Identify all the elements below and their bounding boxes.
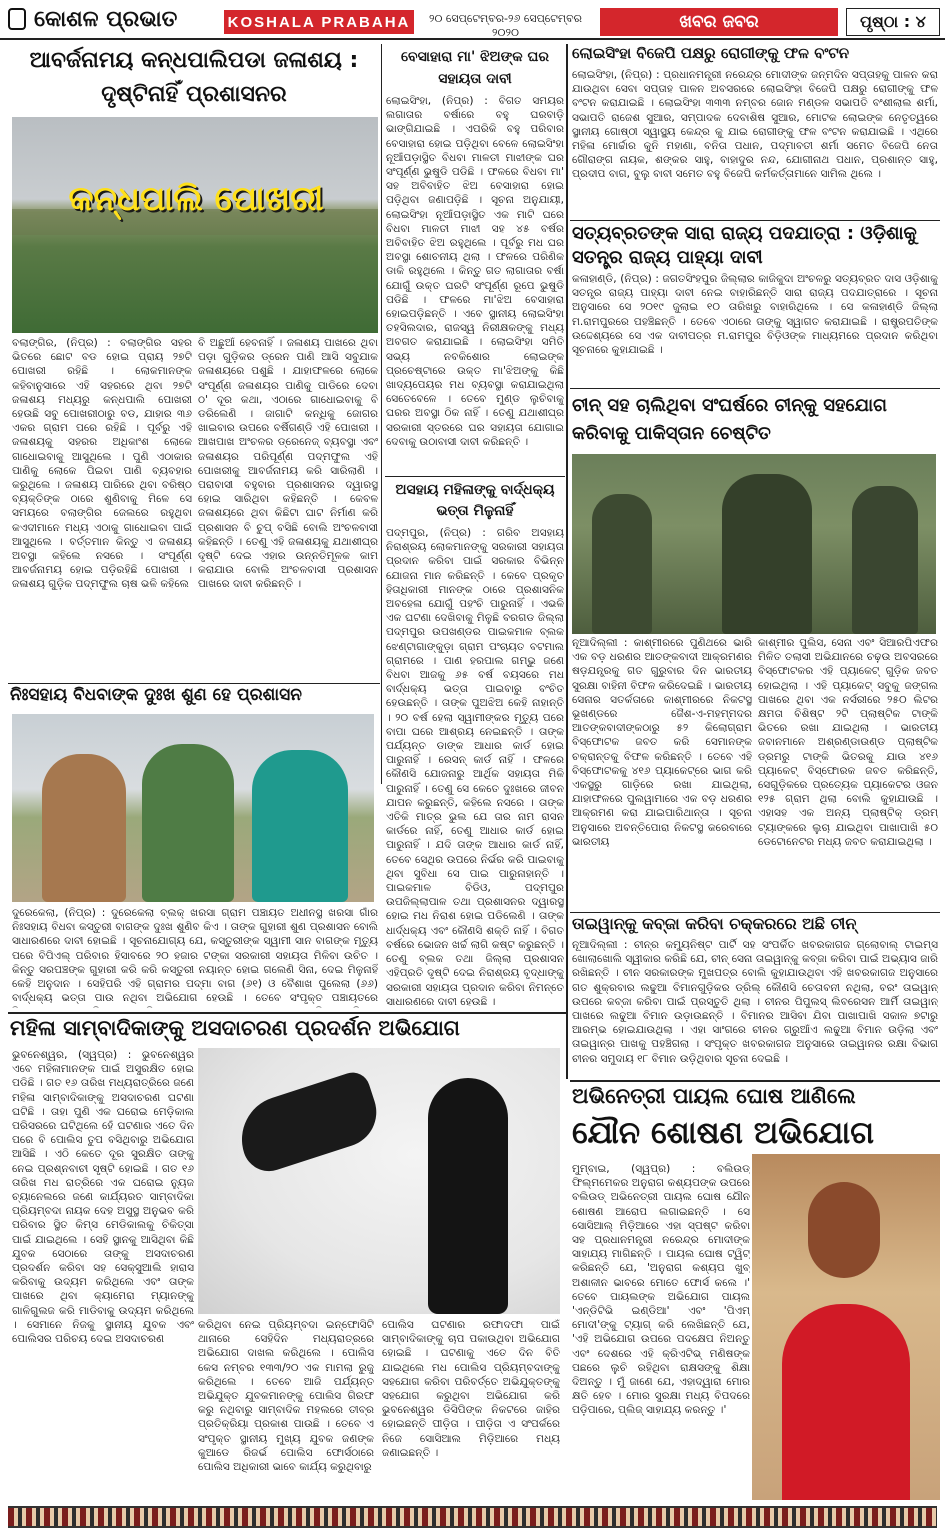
decorative-border xyxy=(8,1506,937,1528)
actress-hair xyxy=(808,1182,880,1278)
soldier-figure xyxy=(592,494,652,634)
woman-silhouette xyxy=(428,1078,508,1314)
section-tagline: ଖବର ଜବର xyxy=(600,8,838,36)
brand-name: KOSHALA PRABAHA xyxy=(224,10,414,34)
journalist-body-col3: ପୋଲିସ ଘଟଣାର ରଫାଦଫା ପାଇଁ ସାମ୍ବାଦିକାଙ୍କୁ ଚାପ ପକାଉଥିବା ଅଭିଯୋଗ ହୋଇଛି । ଘଟଣାକୁ ଏତେ ଦିନ ବିତି ଯାଇଥିଲେ ମଧ ପୋଲିସ ପ୍ରିୟମ୍ବଦାଙ୍କୁ ସହଯୋଗ କରିବା ପରିବର୍ତ୍ତେ ଅଭିଯୁକ୍ତଙ୍କୁ ସହଯୋଗ କରୁଥିବା ଅଭିଯୋଗ କରି ଭୁବନେଶ୍ୱର ଡିସିପିଙ୍କ ନିକଟରେ ଜାହିର ହୋଇଛନ୍ତି ପୀଡ଼ିତା । ପୀଡ଼ିତା ଏ ସଂପର୍କରେ ନିଜେ ସୋସିଆଲ ମିଡ଼ିଆରେ ମଧ୍ୟ ଜଣାଇଛନ୍ତି । xyxy=(382,1319,560,1459)
fruit-headline: ଲୋଇସିଂହା ବିଜେପି ପକ୍ଷରୁ ରୋଗୀଙ୍କୁ ଫଳ ବଂଟନ xyxy=(572,45,850,62)
logo-emblem-icon xyxy=(8,8,26,30)
china-pak-headline: ଚୀନ୍ ସହ ଚାଲିଥିବା ସଂଘର୍ଷରେ ଚୀନ୍‌କୁ ସହଯୋଗ କରିବାକୁ ପାକିସ୍ତାନ ଚେଷ୍ଟିତ xyxy=(572,395,887,444)
fruit-body: ଲୋଇସିଂହା, (ନିପ୍ର) : ପ୍ରଧାନମନ୍ତ୍ରୀ ନରେନ୍ଦ୍ର ମୋଦୀଙ୍କ ଜନ୍ମଦିନ ସପ୍ତାହକୁ ପାଳନ କରା ଯାଉଥିବା ସେବା ସପ୍ତାହ ପାଳନ ଅବସରରେ ଲୋଇସିଂହା ବିଜେପି ପକ୍ଷରୁ ରୋଗୀଙ୍କୁ ଫଳ ବଂଟନ କରାଯାଇଛି । ଲୋଇସିଂହା ୩୩୩ ନମ୍ବର ଜୋନ ମଣ୍ଡଳ ସଭାପତି ବଂଶୀଲାଲ ଶର୍ମା, ସଭାପତି ରାଜେଶ ସୁଆର, ସମ୍ପାଦକ ଦେବାଶିଷ ସୁଆର, ମୋଟକ ଲୋଇଙ୍କ ନେତୃତ୍ୱରେ ସ୍ଥାନୀୟ ଗୋଷ୍ଠୀ ସ୍ୱାସ୍ଥ୍ୟ କେନ୍ଦ୍ର କୁ ଯାଇ ରୋଗୀଙ୍କୁ ଫଳ ବଂଟନ କରାଯାଇଛି । ଏଥିରେ ମହିଳା ମୋର୍ଚ୍ଚାର କୁନି ମହାଣା, ବନିତା ପଧାନ, ପଦ୍ମାବତୀ ଶର୍ମା ସମେତ ବିଜେପି ନେତା ଗୌରାଙ୍ଗ ନାୟକ, ଶଙ୍କର ସାହୁ, ବାହାଦୁର ନନ୍ଦ, ଯୋଗୀନାଥ ପଧାନ, ପ୍ରଶାନ୍ତ ସାହୁ, ପ୍ରଦୀପ ବାଗ, ବୁଲୁ ବାବୀ ସମେତ ବହୁ ବିଜେପି କର୍ମକର୍ତ୍ତାମାନେ ସାମିଲ ଥିଲେ । xyxy=(572,69,938,181)
pension-headline: ଅସହାୟ ମହିଳାଙ୍କୁ ବାର୍ଦ୍ଧକ୍ୟ ଭତ୍ତା ମିଳୁନାହିଁ xyxy=(395,482,555,519)
section-rule xyxy=(385,476,565,477)
harassment-illustration xyxy=(198,1048,560,1314)
pond-photo xyxy=(12,117,378,333)
woman-figure xyxy=(42,754,126,902)
issue-date: ୨୦ ସେପ୍ଟେମ୍ବର-୨୬ ସେପ୍ଟେମ୍ବର ୨୦୨୦ xyxy=(428,12,582,39)
pond-photo-caption: କନ୍ଧପାଲି ପୋଖରୀ xyxy=(68,179,324,219)
kandhapali-body-col1: ବଲାଙ୍ଗିର, (ନିପ୍ର) : ବଲାଙ୍ଗିର ସହର ଭିତରେ ଛୋଟ ବଡ ହୋଇ ପ୍ରାୟ ୨୭ଟି ପୋଖରୀ ରହିଛି । ଲୋକମାନଙ୍କ କହିବାନୁସାରେ ଏହି ସହରରେ ଥିବା ୨୭ଟି ଜଳାଶୟ ମଧ୍ୟରୁ କନ୍ଧପାଲି ପୋଖରୀ ହେଉଛି ସବୁ ପୋଖରୀଠାରୁ ବଡ, ଯାହାର ୩୬ ଏକର ଗ୍ରାମ ପରେ ରହିଛି । ପୂର୍ବରୁ ଏହି ଜଳାଶୟକୁ ସହରର ଅଧିକାଂଶ ଲୋକେ ଗାଧୋଇବାକୁ ଆସୁଥିଲେ । ପୁଣି ଏଠାକାର ପାଣିକୁ ଲୋକେ ପିଇବା ପାଣି ବ୍ୟବହାର କରୁଥିଲେ । ଜଳାଶୟ ପାରିରେ ଥିବା ବରିଷ୍ଠ ବ୍ୟକ୍ତିଙ୍କ ଠାରେ ଶୁଣିବାକୁ ମିଳେ ସେ ସମୟରେ ବଲାଙ୍ଗିର ଜେଲରେ ରହୁଥିବା କଏଦୀମାନେ ମଧ୍ୟ ଏଠାକୁ ଗାଧୋଇବା ପାଇଁ ଆସୁଥିଲେ । ବର୍ତ୍ତମାନ କିନ୍ତୁ ଏ ଜଳାଶୟ ଅବସ୍ଥା କହିଲେ ନସରେ । ସଂପୂର୍ଣ୍ଣ ଆବର୍ଜନାମୟ ହୋଇ ପଡ଼ିରହିଛି ପୋଖରୀ । ଜଳାଶୟ ଗୁଡ଼ିକ ପଦ୍ମଫୁଲ ଚାଷ ଭଳି କହିଲେ xyxy=(12,337,192,591)
china-pak-body-col1: ନୂଆଦିଲ୍ଲୀ : କାଶ୍ମୀରରେ ପୁଣିଥରେ ଭାରି ଏକ ବଡ଼ ଧରଣର ଆତଙ୍କବାଦୀ ଆକ୍ରମଣର ଷଡ଼ଯନ୍ତ୍ରକୁ ଗତ ଗୁରୁବାର ଦିନ ଭାରତୀୟ ସୁରକ୍ଷା ବାହିନୀ ବିଫଳ କରିଦେଇଛି । ଭାରତୀୟ ସେନାର ସତର୍କତାରେ କାଶ୍ମୀରରେ ନିକଟସ୍ଥ ଭୂଖଣ୍ଡରେ ଜୈଶ-ଏ-ମହମ୍ମଦର ଆତଙ୍କବାଦୀଙ୍କଠାରୁ ୫୨ କିଲୋଗ୍ରାମ ବିସ୍ଫୋଟକ ଜବତ କରି ସେମାନଙ୍କ ଚକ୍ରାନ୍ତକୁ ବିଫଳ କରିଛନ୍ତି । ତେବେ ଏହି ବିସ୍ଫୋଟକକୁ ୪୧୬ ପ୍ୟାକେଟ୍‌ରେ ଭାଗ କରି ଏକସ୍ଥରୁ ଗାଡ଼ିରେ ରଖା ଯାଇଥିଲା, ଯାହାଫଳରେ ପୁଲୱାମାରେ ଏକ ବଡ଼ ଧରଣର ଆକ୍ରମଣ କରା ଯାଇପାରିଥାନ୍ତା । ସୂଚନା ଅନୁସାରେ ଅବନ୍ତିପୋରା ନିକଟସ୍ଥ କରେବାରେ ଭାରତୀୟ xyxy=(572,637,752,848)
journalist-body-col1: ଭୁବନେଶ୍ୱର, (ସ୍ୱପ୍ର) : ଭୁବନେଶ୍ୱର ଏବେ ମହିଳାମାନଙ୍କ ପାଇଁ ଅସୁରକ୍ଷିତ ହୋଇ ପଡିଛି । ଗତ ୧୬ ତାରିଖ ମଧ୍ୟରାତ୍ରିରେ ଜଣେ ମହିଳା ସାମ୍ବାଦିକାଙ୍କୁ ଅସଦାଚରଣ ଘଟଣା ଘଟିଛି । ତାହା ପୁଣି ଏକ ଘରୋଇ ମେଡ଼ିକାଲ ପରିସରରେ ଘଟିଥିଲେ ହେଁ ଘଟଣାର ଏତେ ଦିନ ପରେ ବି ପୋଲିସ ତୁପ ବସିଥିବାରୁ ଅଭିଯୋଗ ଆସିଛି । ଏଠି କେତେ ଦୂର ସୁରକ୍ଷିତ ତାଙ୍କୁ ନେଇ ପ୍ରଶ୍ନବାଚୀ ସୃଷ୍ଟି ହୋଇଛି । ଗତ ୧୬ ତାରିଖ ମଧ ରାତ୍ରିରେ ଏକ ଘରୋଇ ନ୍ୟୁଜ ଚ୍ୟାନେଲରେ ଜଣେ କାର୍ଯ୍ୟରତ ସାମ୍ବାଦିକା ପ୍ରିୟମ୍ବଦା ନାୟକ ଦେହ ଅସୁସ୍ଥ ଅନୁଭବ କରି ପରିବାର ସ୍ଥିତ କିମ୍ସ ମେଡିକାଲକୁ ଚିକିତ୍ସା ପାଇଁ ଯାଇଥିଲେ । ସେହି ସ୍ଥାନକୁ ଆସିଥିବା କିଛି ଯୁବକ ସେଠାରେ ତାଙ୍କୁ ଅସଦାଚରଣ ପ୍ରଦର୍ଶନ କରିବା ସହ ସେକ୍ସୁଆଲି ହାରାସ କରିବାକୁ ଉଦ୍ୟମ କରିଥିଲେ ଏବଂ ତାଙ୍କ ପାଖରେ ଥିବା କ୍ୟାମେରା ମ୍ୟାନଙ୍କୁ ଗାଳିଗୁଲଜ କରି ମାଡିବାକୁ ଉଦ୍ୟମ କରିଥିଲେ । ସେମାନେ ନିଜକୁ ସ୍ଥାନୀୟ ଯୁବକ ଏବଂ ପୋଲିସର ପରିଚୟ ଦେଇ ଅସଦାଚରଣ xyxy=(12,1049,194,1346)
china-pak-body-col2: କାଶ୍ମୀର ପୁଲିସ, ସେନା ଏବଂ ସିଆରପିଏଫର ମିଳିତ ତଲାସୀ ଅଭିଯାନରେ ଚଢ଼ଉ ଅବସରରେ ବିସ୍ଫୋଟକର ଏହି ପ୍ୟାକେଟ୍ ଗୁଡ଼ିକ ଜବତ ହୋଇଥିଲା । ଏହି ପ୍ୟାକେଟ୍ ସବୁକୁ ଜଙ୍ଗଲ ପାଖରେ ଥିବା ଏକ ନର୍ସରୀରେ ୨୫୦ ଲିଟର କ୍ଷମତା ବିଶିଷ୍ଟ ୨ଟି ପ୍ଲାଷ୍ଟିକ ଟାଙ୍କି ଭିତରେ ରଖା ଯାଇଥିଲା । ଭାରତୀୟ ଜବାନମାନେ ଅଶ୍ରଣ୍ଡାଉଣ୍ଡ ପ୍ଲାଷ୍ଟିକ ଡ୍ରମରୁ ଟାଙ୍କି ଭିତରକୁ ଯାଉ ୪୧୬ ପ୍ୟାକେଟ୍ ବିସ୍ଫୋରକ ଜବତ କରିଛନ୍ତି, ସେଗୁଡ଼ିକରେ ପ୍ରତ୍ୟେକ ପ୍ୟାକେଟର ଓଜନ ୧୨୫ ଗ୍ରାମ ଥିଲା ବୋଲି କୁହାଯାଉଛି । ଏହାସହ ଏକ ଅନ୍ୟ ପ୍ଲାଷ୍ଟିକ୍ ଡ୍ରମ୍ ଟ୍ୟାଙ୍କରେ ଲୁଚା ଯାଇଥିବା ପାଖାପାଖି ୫୦ ଡେଟୋନେଟର ମଧ୍ୟ ଜବତ କରାଯାଇଥିଲା । xyxy=(758,637,938,848)
section-rule xyxy=(570,220,940,221)
column-divider xyxy=(566,44,568,1079)
payal-body: ମୁମ୍ବାଇ, (ସ୍ୱପ୍ର) : ବଲିଉଡ୍ ଫିଲ୍ମମେକର ଅନୁରାଗ କଶ୍ୟପଙ୍କ ଉପରେ ବଲିଉଡ୍ ଅଭିନେତ୍ରୀ ପାୟଲ ଘୋଷ ଯୌନ ଶୋଷଣ ଆରୋପ ଲଗାଇଛନ୍ତି । ସେ ସୋସିଆଲ୍ ମିଡ଼ିଆରେ ଏହା ସ୍ପଷ୍ଟ କରିବା ସହ ପ୍ରଧାନମନ୍ତ୍ରୀ ନରେନ୍ଦ୍ର ମୋଦୀଙ୍କ ସାହାଯ୍ୟ ମାଗିଛନ୍ତି । ପାୟଲ ଘୋଷ ଟ୍ୱିଟ୍ କରିଛନ୍ତି ଯେ, 'ଅନୁରାଗ କଶ୍ୟପ ଖୁବ୍ ଅଶାଳୀନ ଭାବରେ ମୋତେ ଫୋର୍ସ କଲେ ।' ତେବେ ପାୟଲଙ୍କ ଅଭିଯୋଗ ପାୟଲ 'ଏନ୍‌ଡିଟିଭି ଇଣ୍ଡିଆ' ଏବଂ 'ପିଏମ୍ ମୋଦୀ'ଙ୍କୁ ଟ୍ୟାଗ୍ କରି ଲେଖିଛନ୍ତି ଯେ, 'ଏହି ଅଭିଯୋଗ ଉପରେ ପଦକ୍ଷେପ ନିଅନ୍ତୁ ଏବଂ ଦେଶରେ ଏହି କ୍ରିଏଟିଭ୍ ମଣିଷଙ୍କ ପଛରେ ଲୁଚି ରହିଥିବା ରାକ୍ଷସଙ୍କୁ ଶିକ୍ଷା ଦିଅନ୍ତୁ । ମୁଁ ଜାଣେ ଯେ, ଏହାଦ୍ୱାରା ମୋର କ୍ଷତି ହେବ । ମୋର ସୁରକ୍ଷା ମଧ୍ୟ ବିପଦରେ ପଡ଼ିପାରେ, ପ୍ଲିଜ୍ ସାହାଯ୍ୟ କରନ୍ତୁ ।' xyxy=(572,1163,750,1417)
section-rule xyxy=(8,683,380,684)
page-number: ପୃଷ୍ଠା : ୪ xyxy=(846,8,940,36)
red-dress xyxy=(782,1304,910,1500)
column-divider xyxy=(381,44,382,784)
house-headline: ବେସାହାରା ମା' ଝିଅଙ୍କ ଘର ସହାୟତା ଦାବୀ xyxy=(401,49,549,87)
taiwan-headline: ତାଇୱାନ୍‌କୁ କବ୍‌ଜା କରିବା ଚକ୍କରରେ ଅଛି ଚୀନ୍ xyxy=(572,915,857,933)
payal-headline-line1: ଅଭିନେତ୍ରୀ ପାୟଲ ଘୋଷ ଆଣିଲେ xyxy=(572,1084,856,1108)
widows-body: ଦୁରେକେଲା, (ନିପ୍ର) : ଦୁରେକେଲା ବ୍ଲକ୍ ଖରସା ଗ୍ରାମ ପଞ୍ଚାୟତ ଅଧୀନସ୍ଥ ଖରସା ଗାଁର ନିଃସହାୟ ବିଧବା କସ୍ତୁରୀ ବାଗଙ୍କ ଦୁଃଖ ଶୁଣିବ କିଏ । ତାଙ୍କ ଗୁହାରୀ ଶୁଣ ପ୍ରଶାସନ ବୋଲି ସାଧାରଣରେ ଦାବୀ ହୋଇଛି । ସୂଚନାଯୋଗ୍ୟ ଯେ, କସ୍ତୁରୀଙ୍କ ସ୍ୱାମୀ ସାନ ବାଗଙ୍କ ମୃତ୍ୟୁ ପରେ ବିପିଏଲ୍ ପରିବାର ହିସାବରେ ୨୦ ହଜାର ଟଙ୍କା ସରକାରୀ ସହାୟତା ମିଳିବା ଉଚିତ । କିନ୍ତୁ ସରପଞ୍ଚଙ୍କ ଗୁହାରୀ କରି କରି କସ୍ତୁରୀ ନୟାନ୍ତ ହୋଇ ଗଲେଣି ସିନା, ଦେଇ ମିଳୁନାହିଁ କେହି ଅନୁଦାନ । ସେହିପରି ଏହି ଗ୍ରାମର ପଦ୍ମା ବାଗ (୬୧) ଓ ବୈଶାଖ ପୁଲେଲା (୬୬) ବାର୍ଦ୍ଧକ୍ୟ ଭତ୍ତା ପାଉ ନଥିବା ଅଭିଯୋଗ ହେଉଛି । ତେବେ ସଂପୃକ୍ତ ପଞ୍ଚାୟତରେ xyxy=(12,907,378,1005)
soldier-figure xyxy=(722,474,812,634)
section-rule xyxy=(570,388,940,389)
hand-silhouette xyxy=(231,1068,386,1178)
pension-body: ପଦ୍ମପୁର, (ନିପ୍ର) : ଗରିବ ଅସହାୟ ନିରାଶ୍ରୟ ଲୋକମାନଙ୍କୁ ସରକାରୀ ସହାୟତା ପ୍ରଦାନ କରିବା ପାଇଁ ସରକାର ବିଭିନ୍ନ ଯୋଜନା ମାନ କରିଛନ୍ତି । କେବେ ପ୍ରକୃତ ହିତାଧିକାରୀ ମାନଙ୍କ ଠାରେ ପ୍ରଶାସନିକ ଅବହେଳା ଯୋଗୁଁ ପହଂଚି ପାରୁନାହିଁ । ଏଭଳି ଏକ ଘଟଣା ଦେଖିବାକୁ ମିଳୁଛି ବରଗଡ ଜିଲ୍ଲା ପଦ୍ମପୁର ଉପଖଣ୍ଡର ପାଇକମାଳ ବ୍ଲକ ଝେଣ୍ଟାଗାଙ୍କୁଡ଼ା ଗ୍ରାମ ପଂଚାୟତ ବଟମାଲ ଗ୍ରାମରେ । ପାଣ ହରପାଲ ଗମ୍ଭୁ ଜଣେ ବିଧବା ଆଜକୁ ୬୫ ବର୍ଷ ବୟସରେ ମଧ ବାର୍ଦ୍ଧକ୍ୟ ଭତ୍ତା ପାଇବାରୁ ବଂଚିତ ହେଉଛନ୍ତି । ତାଙ୍କ ପୁଅଝିଅ କେହି ନାହାନ୍ତି । ୨୦ ବର୍ଷ ହେଲା ସ୍ୱାମୀଙ୍କର ମୃତ୍ୟୁ ପରେ ବାପା ଘରେ ଆଶ୍ରୟ ନେଇଛନ୍ତି । ତାଙ୍କ ପର୍ଯ୍ୟନ୍ତ ଡାଙ୍କ ଆଧାର କାର୍ଡ ହୋଇ ପାରୁନାହିଁ । ରେସନ୍ କାର୍ଡ ନାହିଁ । ଫଳରେ କୌଣସି ଯୋଜନାରୁ ଆର୍ଥିକ ସହାୟତା ମିଳି ପାରୁନାହିଁ । ତେଣୁ ସେ କେତେ ଦୁଃଖରେ ଜୀବନ ଯାପନ କରୁଛନ୍ତି, କହିଲେ ନସରେ । ତାଙ୍କ ଏତିକି ମାତ୍ର ଭୁଲ ଯେ ତାର ନାମ ରାସନ କାର୍ଡରେ ନାହିଁ, ତେଣୁ ଆଧାର କାର୍ଡ ହୋଇ ପାରୁନାହିଁ । ଯଦି ତାଙ୍କ ଆଧାର କାର୍ଡ ନାହିଁ, ତେବେ ସେଥିର ଉପରେ ନିର୍ଭର କରି ପାଇବାକୁ ଥିବା ସୁବିଧା ସେ ପାଇ ପାରୁନାହାନ୍ତି । ପାଇକମାଳ ବିଡିଓ, ପଦ୍ମପୁର ଉପଜିଲ୍ଲାପାଳ ତଥା ପ୍ରଶାସନର ଦ୍ୱାରସ୍ଥ ହୋଇ ମଧ ନିରାଶ ହୋଇ ପଡିଲେଣି । ତାଙ୍କ ଧାର୍ଦ୍ଧକ୍ୟ ଏବଂ କୌଣସି ଶକ୍ତି ନାହିଁ । ବିଗତ ବର୍ଷରେ ଭୋଜନ ଖର୍ଚ୍ଚ ଲାଗି କଷ୍ଟ କରୁଛନ୍ତି । ତେଣୁ ବ୍ଲକ ତଥା ଜିଲ୍ଲା ପ୍ରଶାସନ ଏହିପ୍ରତି ଦୃଷ୍ଟି ଦେଇ ନିରାଶ୍ରୟ ବୃଦ୍ଧାଙ୍କୁ ସରକାରୀ ସହାୟତା ପ୍ରଦାନ କରିବା ନିମନ୍ତେ ସାଧାରଣରେ ଦାବୀ ହେଉଛି । xyxy=(386,527,564,1008)
kandhapali-headline: ଆବର୍ଜନାମୟ କନ୍ଧପାଲିପଡା ଜଳାଶୟ : ଦୃଷ୍ଟିନାହିଁ ପ୍ରଶାସନର xyxy=(29,48,359,107)
widows-headline: ନିଃସହାୟ ବିଧବାଙ୍କ ଦୁଃଖ ଶୁଣ ହେ ପ୍ରଶାସନ xyxy=(10,686,302,705)
soldier-figure xyxy=(852,486,918,634)
section-rule xyxy=(570,1080,940,1082)
logo-text: କୋଶଳ ପ୍ରଭାତ xyxy=(34,6,178,32)
widows-photo xyxy=(12,714,374,902)
payal-headline-line2: ଯୌନ ଶୋଷଣ ଅଭିଯୋଗ xyxy=(572,1116,875,1151)
padayatra-body: କଳାହାଣ୍ଡି, (ନିପ୍ର) : ଜଗତସିଂହପୁର ଜିଲ୍ଲାର କାଜିକୁଦା ଅଂଚଳରୁ ସତ୍ୟବ୍ରତ ଦାସ ଓଡ଼ିଶାକୁ ସତନ୍ତ୍ର ରାଜ୍ୟ ପାହ୍ୟା ଦାବୀ ନେଇ ବାହାରିଛନ୍ତି ସାରା ରାଜ୍ୟ ପଦଯାତ୍ରାରେ । ସୂଚନା ଅନୁସାରେ ସେ ୨୦୧୯ ଜୁଲାଇ ୧୦ ତାରିଖରୁ ବାହାରିଥିଲେ । ସେ କଳାହାଣ୍ଡି ଜିଲ୍ଲା ମ.ରାମପୁରରେ ପହଞ୍ଚିଛନ୍ତି । ତେବେ ଏଠାରେ ତାଙ୍କୁ ସ୍ୱାଗତ କରାଯାଇଛି । ରାଷ୍ଟ୍ରପତିଙ୍କ ଉଦ୍ଦେଶ୍ୟରେ ସେ ଏକ ଦାବୀପତ୍ର ମ.ରାମପୁର ବିଡ଼ିଓଙ୍କ ମାଧ୍ୟମରେ ପ୍ରଦାନ କରିଥିବା ସୂଚନାରେ କୁହାଯାଇଛି । xyxy=(572,273,938,357)
woman-figure xyxy=(142,744,234,902)
section-rule xyxy=(570,912,940,913)
kandhapali-body-col2: ବି ଅଛୁଆଁ ହେବନାହିଁ । ଜଳାଶୟ ପାଖରେ ଥିବା ପଡ଼ା ଗୁଡ଼ିକର ଡ୍ରେନ ପାଣି ଆସି ସବୁଯାକ ଜଳାଶୟରେ ପଶୁଛି । ଯାହାଫଳରେ ଲୋକେ ସଂପୂର୍ଣ୍ଣ ଜଳାଶୟର ପାଣିକୁ ପାଡିରେ ଦେବା ଠ' ଦୂର କଥା, ଏଠାରେ ଗାଧୋଇବାକୁ ବି ଡରିଲେଣି । ଜାଗାଟି କନ୍ଧିକୁ ଜୋଗର ଖାଇବାର ଉପରେ ବର୍ଷିଗଣ୍ଡି ଏହି ପୋଖରୀ । ଆଖପାଖ ଅଂଚଳର ଡ୍ରେନେଜ୍ ବ୍ୟବସ୍ଥା ଏବଂ ଜଳାଶୟର ପରିପୂର୍ଣ୍ଣ ପଦ୍ମଫୁଲ ଏହି ପୋଖରୀକୁ ଆବର୍ଜନାମୟ କରି ସାରିଲାଣି । ପରାବାସୀ ବହୁବାର ପ୍ରଶାସନର ଦ୍ୱାରସ୍ଥ ହୋଇ ସାରିଥିବା କହିଛନ୍ତି । କେବଳ ଜଳାଶୟରେ ଥିବା କିଛିଟା ଘାଟ ନିର୍ମାଣ କରି ପ୍ରଶାସନ ବି ଚୁପ୍ ବସିଛି ବୋଲି ଅଂଚଳବାସୀ କହିଛନ୍ତି । ତେଣୁ ଏହି ଜଳାଶୟକୁ ଯଥାଶୀଘ୍ର ଦୃଷ୍ଟି ଦେଇ ଏହାର ଉନ୍ନତିମୂଳକ କାମ କରାଯାଉ ବୋଲି ଅଂଚଳବାସୀ ପ୍ରଶାସନ ପାଖରେ ଦାବୀ କରିଛନ୍ତି । xyxy=(198,337,378,591)
journalist-body-col2: କରିଥିବା ନେଇ ପ୍ରିୟମ୍ବଦା ଇନ୍‌ଫୋସିଟି ଥାନାରେ ସେହିଦିନ ମଧ୍ୟରାତ୍ରରେ ଅଭିଯୋଗ ଦାଖଲ କରିଥିଲେ । ପୋଲିସ କେସ ନମ୍ବର ୧୩୩/୨୦ ଏକ ମାମଲା ରୁଜୁ କରିଥିଲେ । ତେବେ ଆଜି ପର୍ଯ୍ୟନ୍ତ ଅଭିଯୁକ୍ତ ଯୁବକମାନଙ୍କୁ ପୋଲିସ ଗିରଫ କରୁ ନଥିବାରୁ ସାମ୍ବାଦିକ ମହଲରେ ତୀବ୍ର ପ୍ରତିକ୍ରିୟା ପ୍ରକାଶ ପାଉଛି । ତେବେ ଏ ସଂପୃକ୍ତ ସ୍ଥାନୀୟ ମୁଖ୍ୟ ଯୁବକ ଜଣଙ୍କ କୁଆଡେ ରିଜର୍ଭ ପୋଲିସ ଫୋର୍ସଠାରେ ପୋଲିସ ଅଧିକାରୀ ଭାବେ କାର୍ଯ୍ୟ କରୁଥିବାରୁ xyxy=(198,1319,374,1474)
taiwan-body: ନୂଆଦିଲ୍ଲୀ : ଚୀନ୍‌ର କମ୍ୟୁନିଷ୍ଟ ପାର୍ଟି ସହ ସଂପର୍କିତ ଖବରକାଗଜ ଗ୍ଲୋବାଲ୍ ଟାଇମ୍ସ ଖୋଲାଖୋଲି ସ୍ୱୀକାର କରିଛି ଯେ, ଚୀନ୍ ସେନା ତାଇୱାନ୍‌କୁ କବ୍‌ଜା କରିବା ପାଇଁ ଅଭ୍ୟାସ ଜାରି ରଖିଛନ୍ତି । ଚୀନ ସରକାରଙ୍କ ମୁଖପତ୍ର ବୋଲି କୁହାଯାଉଥିବା ଏହି ଖବରକାଗଜ ଅନୁସାରେ ଗତ ଶୁକ୍ରବାର ଲଢୁଆ ବିମାନଗୁଡ଼ିକର ଡ୍ରିଲ୍ କୌଣସି ଚେତାବନୀ ନଥିଲା, ବରଂ ତାଇୱାନ୍ ଉପରେ କବ୍‌ଜା କରିବା ପାଇଁ ପ୍ରସ୍ତୁତି ଥିଲା । ଚୀନର ପିପୁଲସ୍ ଲିବରେସନ ଆର୍ମି ତାଇୱାନ୍ ପାଖରେ ଲଢୁଆ ବିମାନ ଉଡ଼ାଉଛନ୍ତି । ବିମାନର ଆସିବା ଯିବା ପାଖାପାଖି ସକାଳ ୭ଟାରୁ ଆରମ୍ଭ ହୋଇଯାଉଥିଲା । ଏହା ସାଂଗରେ ଚୀନର ଗ୍ରୁଆଁଏ ଲଢୁଆ ବିମାନ ଉଡ଼ିଲା ଏବଂ ତାଇୱାନ୍‌ର ପାଖକୁ ପହଞ୍ଚିଗଲା । ସଂପୃକ୍ତ ଖବରକାଗଜ ଅନୁସାରେ ତାଇୱାନର ରକ୍ଷା ବିଭାଗ ଚୀନର ସମୁଦାୟ ୧୮ ବିମାନ ଉଡ଼ିଥିବାର ସୂଚନା ଦେଇଛି । xyxy=(572,939,938,1065)
padayatra-headline: ସତ୍ୟବ୍ରତଙ୍କ ସାରା ରାଜ୍ୟ ପଦଯାତ୍ରା : ଓଡ଼ିଶାକୁ ସତନ୍ତ୍ର ରାଜ୍ୟ ପାହ୍ୟା ଦାବୀ xyxy=(572,223,917,268)
soldiers-photo xyxy=(572,454,936,634)
section-rule xyxy=(8,1012,566,1014)
actress-photo xyxy=(752,1154,940,1500)
journalist-headline: ମହିଳା ସାମ୍ବାଦିକାଙ୍କୁ ଅସଦାଚରଣ ପ୍ରଦର୍ଶନ ଅଭିଯୋଗ xyxy=(10,1016,460,1040)
house-body: ଲୋଇସିଂହା, (ନିପ୍ର) : ବିଗତ ସମୟର ଲଗାତାର ବର୍ଷାରେ ବହୁ ଘରବାଡ଼ି ଭାଙ୍ଗିଯାଇଛି । ଏପରିକି ବହୁ ପରିବାର ବେସାହାରା ହୋଇ ପଡ଼ିଥିବା ବେଳେ ଲୋଇସିଂହା ନୂଆଁପଡ଼ାସ୍ଥିତ ବିଧବା ମାଳତୀ ମାଝୀଙ୍କ ଘର ସଂପୂର୍ଣ୍ଣ ଭୁଷୁଡି ପଡିଛି । ଫଳରେ ବିଧବା ମା' ସହ ଅବିବାହିତ ଝିଅ ବେସାହାରା ହୋଇ ପଡ଼ିଥିବା ଜଣାପଡ଼ିଛି । ସୂଚନା ଅନୁଯାୟୀ, ଲୋଇସିଂହା ନୂଆଁପଡ଼ାସ୍ଥିତ ଏକ ମାଟି ଘରେ ବିଧବା ମାଳତୀ ମାଝୀ ସହ ୪୫ ବର୍ଷର ଅବିବାହିତ ଝିଅ ରହୁଥିଲେ । ପୂର୍ବରୁ ମଧ ଘର ଅବସ୍ଥା ଶୋଚନୀୟ ଥିଲା । ଫଳରେ ପରିଣିକ ଡାକି ରହୁଥିଲେ । କିନ୍ତୁ ଗତ ଲାଗାତାର ବର୍ଷା ଯୋଗୁଁ ଉକ୍ତ ଘରଟି ସଂପୂର୍ଣ୍ଣ ରୂପେ ଭୁଷୁଡି ପଡିଛି । ଫଳରେ ମା'ଝିଅ ବେସାହାରା ହୋଇପଡ଼ିଛନ୍ତି । ଏବେ ସ୍ଥାନୀୟ ଲୋଇସିଂହା ତହସିଲଦାର, ରାଜସ୍ୱ ନିରୀକ୍ଷକଙ୍କୁ ମଧ୍ୟ ଅବଗତ କରାଯାଇଛି । ଲୋଇସିଂହା ସମିତି ସଭ୍ୟ ନବକିଶୋର ଲୋଇଙ୍କ ପ୍ରଚେଷ୍ଟାରେ ଉକ୍ତ ମା'ଝିଅଙ୍କୁ କିଛି ଖାଦ୍ୟପେୟର ମଧ ବ୍ୟବସ୍ଥା କରାଯାଇଥିଲା ସେତେବେଳେ । ତେବେ ମୁଣ୍ଡ ଲୁଚିବାକୁ ଘରର ଅବସ୍ଥା ଠିକ ନାହିଁ । ତେଣୁ ଯଥାଶୀଘ୍ର ସରକାରୀ ସ୍ତରରେ ଘର ସହାୟତା ଯୋଗାଇ ଦେବାକୁ ଉଠାବାସୀ ଦାବୀ କରିଛନ୍ତି । xyxy=(386,95,564,448)
newspaper-logo xyxy=(8,4,220,34)
woman-figure xyxy=(252,750,348,902)
